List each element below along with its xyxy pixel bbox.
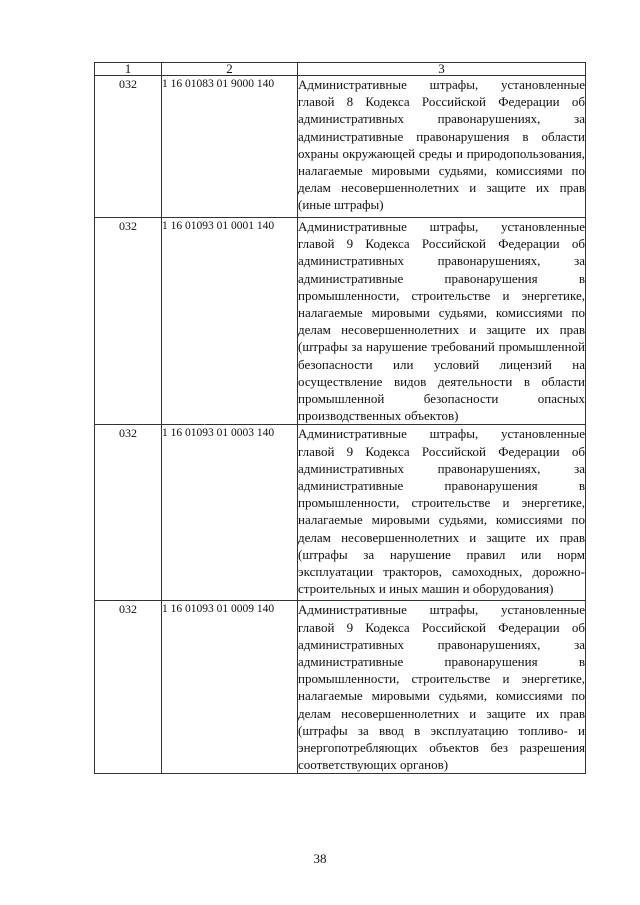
table-row xyxy=(95,218,586,425)
table-header-row xyxy=(95,63,586,76)
column-header-3: 3 xyxy=(298,63,586,76)
table-row xyxy=(95,601,586,774)
admin-code-cell: 032 xyxy=(95,425,162,601)
description-cell: Административные штрафы, установленные главой 9 Кодекса Российской Федерации об административных правонарушениях, за административные правонарушения в промышленности, строительстве и энергетике, налагаемые мировыми судьями, комиссиями по делам несовершеннолетних и защите их прав (штрафы за нарушение требований промышленной безопасности или условий лицензий на осуществление видов деятельности в области промышленной безопасности опасных производственных объектов) xyxy=(298,219,585,424)
page-number: 38 xyxy=(313,851,327,866)
column-header-2: 2 xyxy=(162,63,298,76)
kbk-code-cell: 1 16 01083 01 9000 140 xyxy=(162,76,298,218)
budget-classification-table xyxy=(94,62,586,774)
kbk-code-cell: 1 16 01093 01 0009 140 xyxy=(162,601,298,774)
description-cell: Административные штрафы, установленные главой 9 Кодекса Российской Федерации об административных правонарушениях, за административные правонарушения в промышленности, строительстве и энергетике, налагаемые мировыми судьями, комиссиями по делам несовершеннолетних и защите их прав (штрафы за нарушение правил или норм эксплуатации тракторов, самоходных, дорожно-строительных и иных машин и оборудования) xyxy=(298,425,586,601)
description-cell: Административные штрафы, установленные главой 8 Кодекса Российской Федерации об административных правонарушениях, за административные правонарушения в области охраны окружающей среды и природопользования, налагаемые мировыми судьями, комиссиями по делам несовершеннолетних и защите их прав (иные штрафы) xyxy=(298,76,586,218)
admin-code-cell: 032 xyxy=(95,218,162,425)
kbk-code-cell: 1 16 01093 01 0003 140 xyxy=(162,425,298,601)
table-row xyxy=(95,76,586,218)
description-cell: Административные штрафы, установленные главой 9 Кодекса Российской Федерации об административных правонарушениях, за административные правонарушения в промышленности, строительстве и энергетике, налагаемые мировыми судьями, комиссиями по делам несовершеннолетних и защите их прав (штрафы за ввод в эксплуатацию топливо- и энергопотребляющих объектов без разрешения соответствующих органов) xyxy=(298,602,585,773)
table-row xyxy=(95,425,586,601)
admin-code-cell: 032 xyxy=(95,76,162,218)
kbk-code-cell: 1 16 01093 01 0001 140 xyxy=(162,218,298,425)
admin-code-cell: 032 xyxy=(95,601,162,774)
scan-speck xyxy=(204,424,205,425)
column-header-1: 1 xyxy=(95,63,162,76)
